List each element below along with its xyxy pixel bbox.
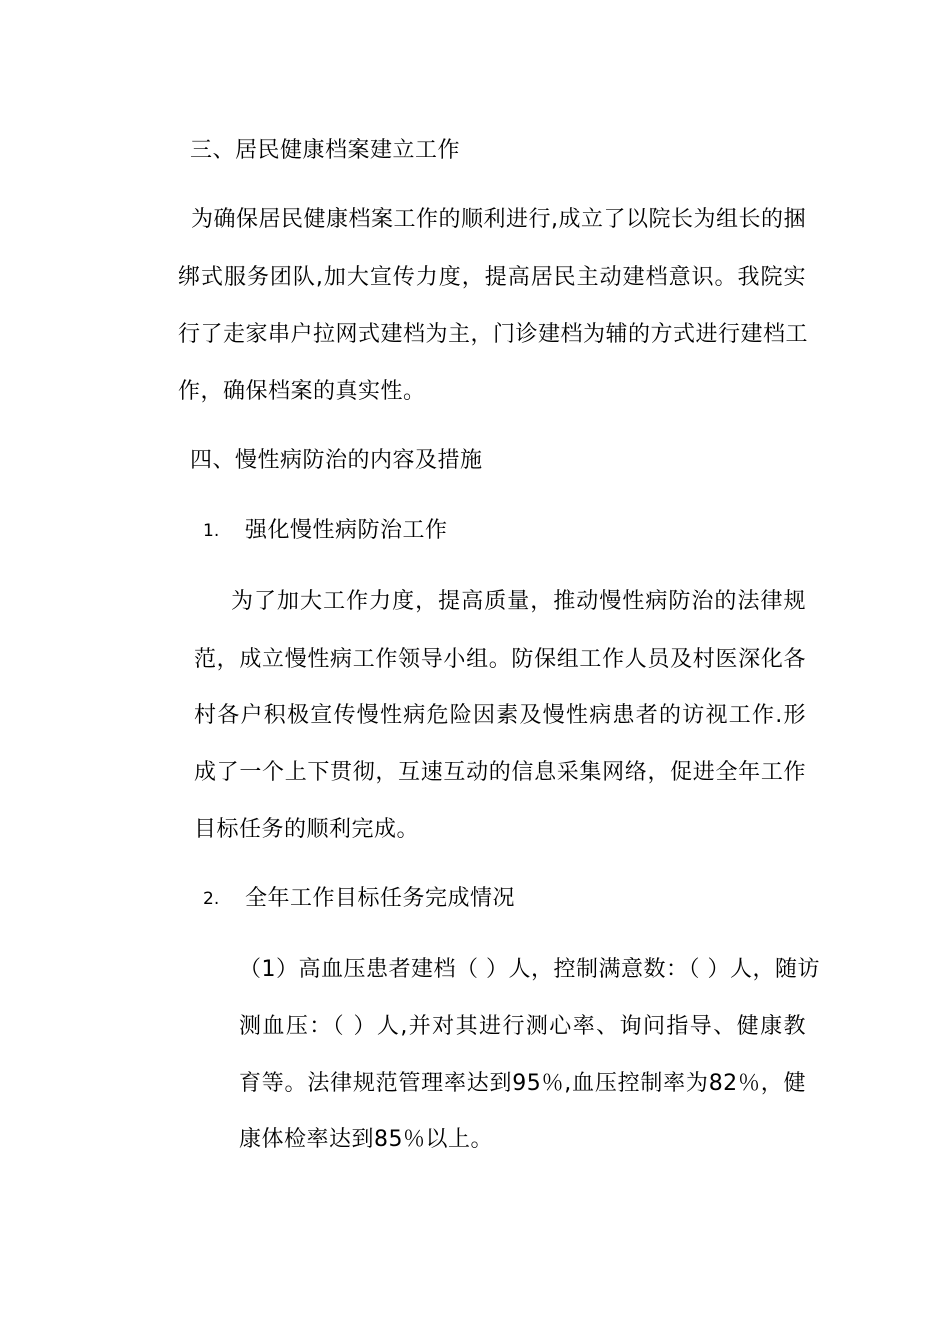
section-3-heading: 三、居民健康档案建立工作	[190, 138, 461, 163]
item-2-line-1: （1）高血压患者建档（ ）人，控制满意数：（ ）人，随访	[239, 957, 820, 982]
section-3-line-2: 绑式服务团队,加大宣传力度，提高居民主动建档意识。我院实	[178, 265, 806, 290]
item-2-title: 全年工作目标任务完成情况	[245, 886, 516, 911]
item-1-line-3: 村各户积极宣传慢性病危险因素及慢性病患者的访视工作.形	[194, 703, 806, 728]
item-1-line-2: 范，成立慢性病工作领导小组。防保组工作人员及村医深化各	[194, 647, 806, 672]
item-1-line-5: 目标任务的顺利完成。	[194, 817, 420, 842]
item-1-title: 强化慢性病防治工作	[245, 518, 448, 543]
item-1-number: 1.	[203, 521, 220, 541]
section-4-heading: 四、慢性病防治的内容及措施	[190, 448, 483, 473]
item-2-line-4: 康体检率达到85％以上。	[239, 1127, 493, 1152]
section-3-line-1: 为确保居民健康档案工作的顺利进行,成立了以院长为组长的捆	[191, 207, 806, 232]
section-3-line-4: 作，确保档案的真实性。	[178, 379, 426, 404]
item-1-line-1: 为了加大工作力度，提高质量，推动慢性病防治的法律规	[231, 589, 806, 614]
section-3-line-3: 行了走家串户拉网式建档为主，门诊建档为辅的方式进行建档工	[178, 322, 809, 347]
item-1-line-4: 成了一个上下贯彻，互速互动的信息采集网络，促进全年工作	[194, 760, 806, 785]
item-2-line-2: 测血压：（ ）人,并对其进行测心率、询问指导、健康教	[239, 1014, 806, 1039]
item-2-number: 2.	[203, 889, 220, 909]
item-2-line-3: 育等。法律规范管理率达到95％,血压控制率为82％，健	[239, 1071, 806, 1096]
